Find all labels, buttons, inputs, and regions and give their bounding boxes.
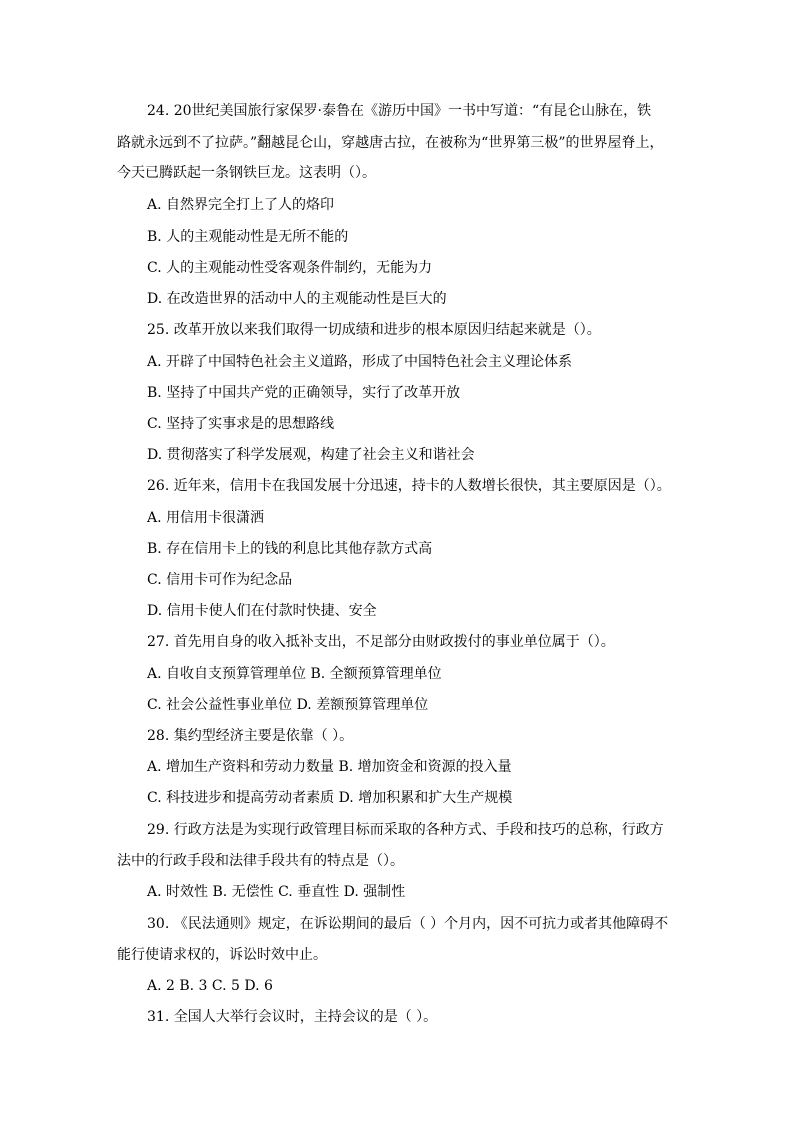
question-26-option-a: A. 用信用卡很潇洒	[147, 510, 265, 526]
question-26-option-c: C. 信用卡可作为纪念品	[147, 572, 293, 588]
question-29-line-1: 29. 行政方法是为实现行政管理目标而采取的各种方式、手段和技巧的总称，行政方	[147, 822, 664, 838]
question-30-line-1: 30. 《民法通则》规定，在诉讼期间的最后（ ）个月内，因不可抗力或者其他障碍不	[147, 916, 669, 932]
question-29-line-2: 法中的行政手段和法律手段共有的特点是（）。	[117, 853, 404, 869]
question-24-option-c: C. 人的主观能动性受客观条件制约，无能为力	[147, 260, 433, 276]
question-26-option-b: B. 存在信用卡上的钱的利息比其他存款方式高	[147, 541, 433, 557]
question-24-line-2: 路就永远到不了拉萨。”翻越昆仑山，穿越唐古拉，在被称为“世界第三极”的世界屋脊上，	[117, 135, 664, 151]
question-24-option-a: A. 自然界完全打上了人的烙印	[147, 197, 335, 213]
question-30-options: A. 2 B. 3 C. 5 D. 6	[147, 978, 273, 994]
question-25-option-c: C. 坚持了实事求是的思想路线	[147, 416, 335, 432]
question-29-options: A. 时效性 B. 无偿性 C. 垂直性 D. 强制性	[147, 884, 406, 900]
question-25-line-1: 25. 改革开放以来我们取得一切成绩和进步的根本原因归结起来就是（）。	[147, 322, 601, 338]
question-24-option-b: B. 人的主观能动性是无所不能的	[147, 229, 349, 245]
question-24-option-d: D. 在改造世界的活动中人的主观能动性是巨大的	[147, 291, 447, 307]
question-24-line-1: 24. 20世纪美国旅行家保罗·泰鲁在《游历中国》一书中写道：“有昆仑山脉在，铁	[147, 103, 652, 119]
question-27-option-cd: C. 社会公益性事业单位 D. 差额预算管理单位	[147, 697, 429, 713]
question-26-option-d: D. 信用卡使人们在付款时快捷、安全	[147, 603, 377, 619]
question-28-line-1: 28. 集约型经济主要是依靠（ ）。	[147, 728, 354, 744]
question-30-line-2: 能行使请求权的，诉讼时效中止。	[117, 947, 327, 963]
question-28-option-ab: A. 增加生产资料和劳动力数量 B. 增加资金和资源的投入量	[147, 759, 512, 775]
question-25-option-d: D. 贯彻落实了科学发展观，构建了社会主义和谐社会	[147, 447, 475, 463]
question-27-line-1: 27. 首先用自身的收入抵补支出，不足部分由财政拨付的事业单位属于（）。	[147, 634, 615, 650]
question-25-option-b: B. 坚持了中国共产党的正确领导，实行了改革开放	[147, 385, 461, 401]
question-31-line-1: 31. 全国人大举行会议时，主持会议的是（ ）。	[147, 1009, 438, 1025]
question-27-option-ab: A. 自收自支预算管理单位 B. 全额预算管理单位	[147, 666, 442, 682]
question-25-option-a: A. 开辟了中国特色社会主义道路，形成了中国特色社会主义理论体系	[147, 354, 573, 370]
question-24-line-3: 今天已腾跃起一条钢铁巨龙。这表明（）。	[117, 165, 376, 181]
question-26-line-1: 26. 近年来，信用卡在我国发展十分迅速，持卡的人数增长很快，其主要原因是（）。	[147, 478, 671, 494]
question-28-option-cd: C. 科技进步和提高劳动者素质 D. 增加积累和扩大生产规模	[147, 790, 513, 806]
